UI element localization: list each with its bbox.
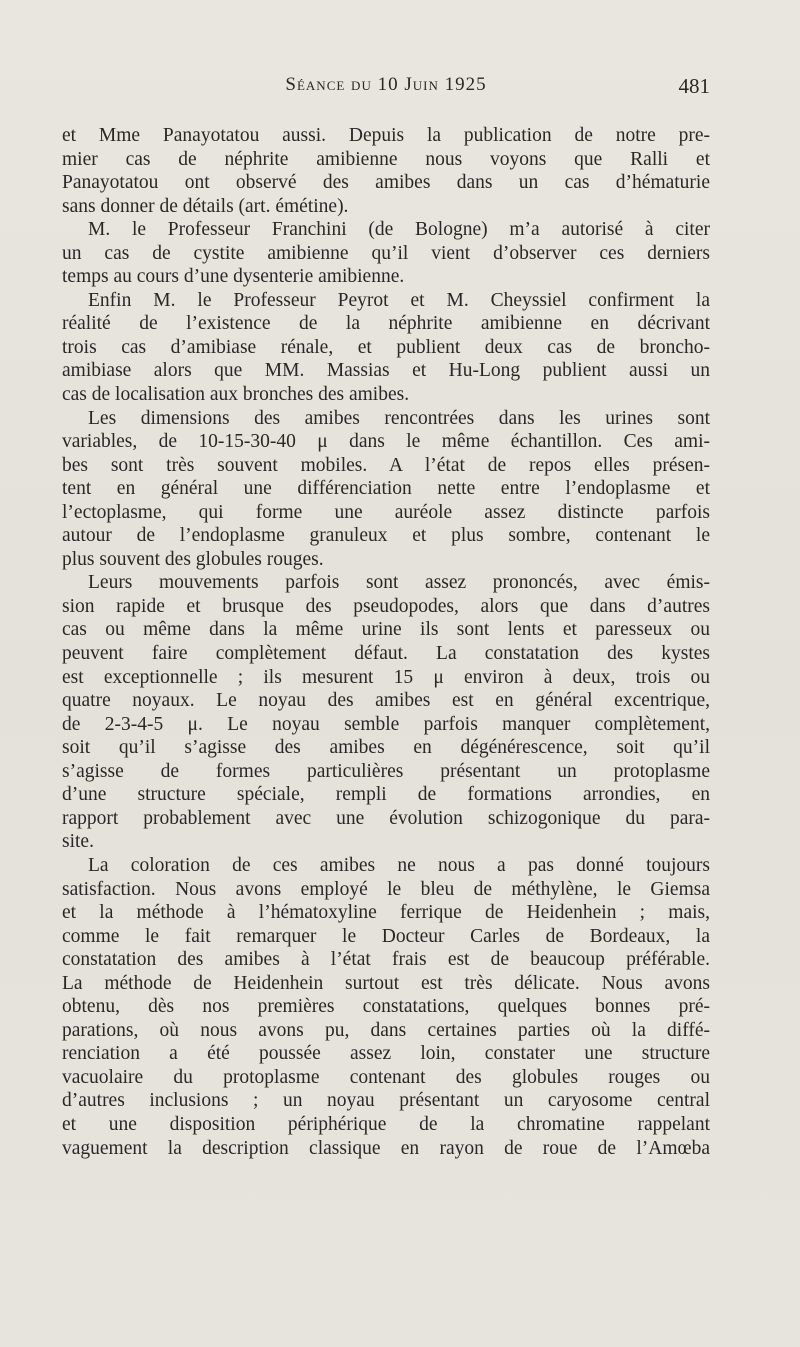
text-line: sion rapide et brusque des pseudopodes, alors que dans d’autres <box>62 595 710 617</box>
text-line: Leurs mouvements parfois sont assez prononcés, avec émis- <box>88 572 710 594</box>
running-header <box>62 74 710 104</box>
text-line: Les dimensions des amibes rencontrées dans les urines sont <box>88 407 710 429</box>
text-line: peuvent faire complètement défaut. La constatation des kystes <box>62 643 710 665</box>
text-line: d’autres inclusions ; un noyau présentant un caryosome central <box>62 1090 710 1112</box>
text-line: Panayotatou ont observé des amibes dans un cas d’hématurie <box>62 172 710 194</box>
text-line: M. le Professeur Franchini (de Bologne) m’a autorisé à citer <box>88 219 710 241</box>
text-line: autour de l’endoplasme granuleux et plus sombre, contenant le <box>62 525 710 547</box>
running-title: Séance du 10 Juin 1925 <box>285 74 487 95</box>
text-line: et la méthode à l’hématoxyline ferrique de Heidenhein ; mais, <box>62 902 710 924</box>
text-line: sans donner de détails (art. émétine). <box>62 195 349 217</box>
text-line: rapport probablement avec une évolution schizogonique du para- <box>62 807 710 829</box>
text-line: comme le fait remarquer le Docteur Carles de Bordeaux, la <box>62 925 710 947</box>
text-line: plus souvent des globules rouges. <box>62 548 324 570</box>
page-number: 481 <box>678 74 710 98</box>
text-line: d’une structure spéciale, rempli de formations arrondies, en <box>62 784 710 806</box>
text-line: un cas de cystite amibienne qu’il vient d’observer ces derniers <box>62 242 710 264</box>
text-line: parations, où nous avons pu, dans certaines parties où la diffé- <box>62 1019 710 1041</box>
text-line: La coloration de ces amibes ne nous a pas donné toujours <box>88 854 710 876</box>
text-line: réalité de l’existence de la néphrite amibienne en décrivant <box>62 313 710 335</box>
text-line: variables, de 10-15-30-40 μ dans le même échantillon. Ces ami- <box>62 431 710 453</box>
text-line: renciation a été poussée assez loin, constater une structure <box>62 1043 710 1065</box>
text-line: bes sont très souvent mobiles. A l’état de repos elles présen- <box>62 454 710 476</box>
text-line: La méthode de Heidenhein surtout est très délicate. Nous avons <box>62 972 710 994</box>
text-line: vaguement la description classique en rayon de roue de l’Amœba <box>62 1137 710 1159</box>
text-line: cas ou même dans la même urine ils sont lents et paresseux ou <box>62 619 710 641</box>
text-line: temps au cours d’une dysenterie amibienne. <box>62 266 405 288</box>
text-line: cas de localisation aux bronches des amibes. <box>62 384 410 406</box>
text-line: l’ectoplasme, qui forme une auréole assez distincte parfois <box>62 501 710 523</box>
text-line: amibiase alors que MM. Massias et Hu-Long publient aussi un <box>62 360 710 382</box>
text-line: quatre noyaux. Le noyau des amibes est en général excentrique, <box>62 690 710 712</box>
text-line: est exceptionnelle ; ils mesurent 15 μ environ à deux, trois ou <box>62 666 710 688</box>
text-line: Enfin M. le Professeur Peyrot et M. Cheyssiel confirment la <box>88 289 710 311</box>
text-line: constatation des amibes à l’état frais est de beaucoup préférable. <box>62 949 710 971</box>
text-line: satisfaction. Nous avons employé le bleu de méthylène, le Giemsa <box>62 878 710 900</box>
text-line: site. <box>62 831 94 853</box>
text-line: obtenu, dès nos premières constatations, quelques bonnes pré- <box>62 996 710 1018</box>
text-line: et une disposition périphérique de la chromatine rappelant <box>62 1113 710 1135</box>
text-line: vacuolaire du protoplasme contenant des globules rouges ou <box>62 1066 710 1088</box>
body-text <box>62 124 710 1160</box>
text-line: s’agisse de formes particulières présentant un protoplasme <box>62 760 710 782</box>
text-line: trois cas d’amibiase rénale, et publient deux cas de broncho- <box>62 336 710 358</box>
text-line: soit qu’il s’agisse des amibes en dégénérescence, soit qu’il <box>62 737 710 759</box>
text-line: et Mme Panayotatou aussi. Depuis la publication de notre pre- <box>62 125 710 146</box>
text-line: tent en général une différenciation nette entre l’endoplasme et <box>62 478 710 500</box>
text-line: mier cas de néphrite amibienne nous voyons que Ralli et <box>62 148 710 170</box>
text-line: de 2-3-4-5 μ. Le noyau semble parfois manquer complètement, <box>62 713 710 735</box>
